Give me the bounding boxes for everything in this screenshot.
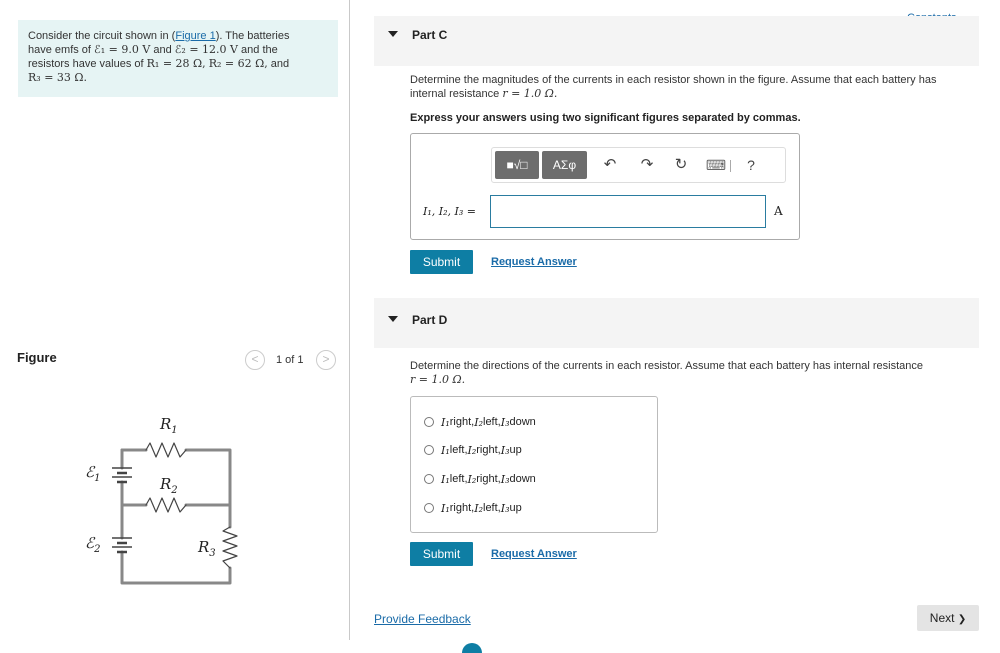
part-d-submit-button[interactable]: Submit (410, 542, 473, 566)
current-symbol: I₂ (467, 443, 477, 457)
answer-input[interactable] (490, 195, 766, 228)
figure-pager: 1 of 1 (276, 354, 304, 366)
radio-button[interactable] (424, 474, 434, 484)
current-symbol: I₂ (467, 472, 477, 486)
direction-text: left, (483, 416, 501, 428)
part-c-header[interactable] (374, 16, 979, 66)
direction-text: down (509, 416, 536, 428)
current-symbol: I₃ (500, 501, 510, 515)
part-c-question-line: Determine the magnitudes of the currents in each resistor shown in the figure. Assume that each battery has (410, 74, 937, 86)
e1-label: ℰ$_1$ (85, 463, 101, 484)
part-c-instruction: Express your answers using two significant figures separated by commas. (410, 112, 801, 124)
resistor-r1 (146, 443, 186, 457)
problem-intro: Consider the circuit shown in ( (28, 30, 176, 42)
collapse-triangle-icon[interactable] (388, 31, 398, 37)
part-d-question (410, 359, 980, 387)
r3-value: R₃ = 33 Ω. (28, 71, 88, 84)
next-button[interactable] (917, 605, 979, 631)
part-d-title: Part D (412, 313, 448, 327)
r2-label: $R_2$ (160, 475, 178, 496)
chevron-right-icon: ❯ (957, 614, 967, 625)
current-symbol: I₁ (441, 501, 450, 515)
part-c-question (410, 73, 980, 101)
prev-figure-button[interactable]: < (245, 350, 265, 370)
help-icon[interactable]: ? (747, 157, 755, 173)
templates-button[interactable]: ■√□ (495, 151, 539, 179)
wire (186, 450, 230, 505)
problem-text: have emfs of (28, 44, 91, 56)
part-c-question-line: internal resistance (410, 88, 500, 100)
battery-e2 (112, 538, 132, 552)
direction-text: right, (476, 444, 501, 456)
direction-text: up (509, 444, 522, 456)
circuit-diagram (80, 405, 260, 595)
battery-e1 (112, 468, 132, 482)
r2-value: R₂ = 62 Ω, (208, 57, 268, 70)
direction-text: right, (476, 473, 501, 485)
undo-icon[interactable]: ↶ (603, 156, 617, 173)
internal-resistance: r = 1.0 Ω. (410, 373, 466, 386)
panel-divider (349, 0, 350, 640)
emf2-value: ℰ₂ = 12.0 V (174, 43, 238, 56)
radio-button[interactable] (424, 445, 434, 455)
direction-text: left, (449, 473, 468, 485)
figure-heading: Figure (17, 350, 57, 365)
next-figure-button[interactable]: > (316, 350, 336, 370)
problem-intro-end: ). The batteries (215, 30, 290, 42)
resistor-r2 (146, 498, 186, 512)
toolbar-separator (730, 160, 731, 172)
problem-text: and (153, 44, 172, 56)
redo-icon[interactable]: ↷ (640, 156, 654, 173)
provide-feedback-link[interactable]: Provide Feedback (374, 612, 471, 626)
current-symbol: I₁ (441, 415, 450, 429)
problem-text: and the (241, 44, 278, 56)
current-symbol: I₃ (500, 415, 510, 429)
problem-statement (18, 20, 338, 97)
unit-label: A (774, 204, 783, 218)
r1-value: R₁ = 28 Ω, (146, 57, 206, 70)
direction-text: left, (449, 444, 468, 456)
keyboard-icon[interactable]: ⌨ (705, 157, 727, 173)
part-c-title: Part C (412, 28, 448, 42)
math-toolbar (491, 147, 786, 183)
part-c-submit-button[interactable]: Submit (410, 250, 473, 274)
direction-text: right, (449, 502, 475, 514)
part-d-question-line: Determine the directions of the currents in each resistor. Assume that each battery has internal resistance (410, 360, 923, 372)
floating-help-button[interactable] (462, 643, 482, 653)
emf1-value: ℰ₁ = 9.0 V (94, 43, 151, 56)
r3-label: $R_3$ (198, 538, 216, 559)
part-d-request-answer-link[interactable]: Request Answer (491, 548, 577, 560)
part-d-header[interactable] (374, 298, 979, 348)
radio-button[interactable] (424, 503, 434, 513)
direction-text: up (509, 502, 522, 514)
choice-option[interactable] (424, 413, 536, 431)
direction-text: left, (483, 502, 501, 514)
reset-icon[interactable]: ↻ (674, 156, 688, 173)
collapse-triangle-icon[interactable] (388, 316, 398, 322)
direction-text: right, (449, 416, 475, 428)
input-label: I₁, I₂, I₃ = (423, 205, 476, 218)
figure-link[interactable]: Figure 1 (175, 30, 216, 42)
choice-option[interactable] (424, 470, 536, 488)
current-symbol: I₃ (500, 443, 510, 457)
current-symbol: I₃ (500, 472, 510, 486)
current-symbol: I₁ (441, 443, 450, 457)
direction-text: down (509, 473, 536, 485)
choice-option[interactable] (424, 441, 522, 459)
internal-resistance: r = 1.0 Ω. (502, 87, 558, 100)
choice-option[interactable] (424, 499, 522, 517)
e2-label: ℰ$_2$ (85, 534, 101, 555)
next-label: Next (929, 611, 955, 625)
symbols-button[interactable]: ΑΣφ (542, 151, 587, 179)
problem-text: resistors have values of (28, 58, 144, 70)
current-symbol: I₂ (474, 415, 483, 429)
part-c-request-answer-link[interactable]: Request Answer (491, 256, 577, 268)
current-symbol: I₁ (441, 472, 450, 486)
radio-button[interactable] (424, 417, 434, 427)
r1-label: $R_1$ (160, 415, 178, 436)
resistor-r3 (223, 527, 237, 568)
problem-text: and (270, 58, 290, 70)
current-symbol: I₂ (474, 501, 483, 515)
